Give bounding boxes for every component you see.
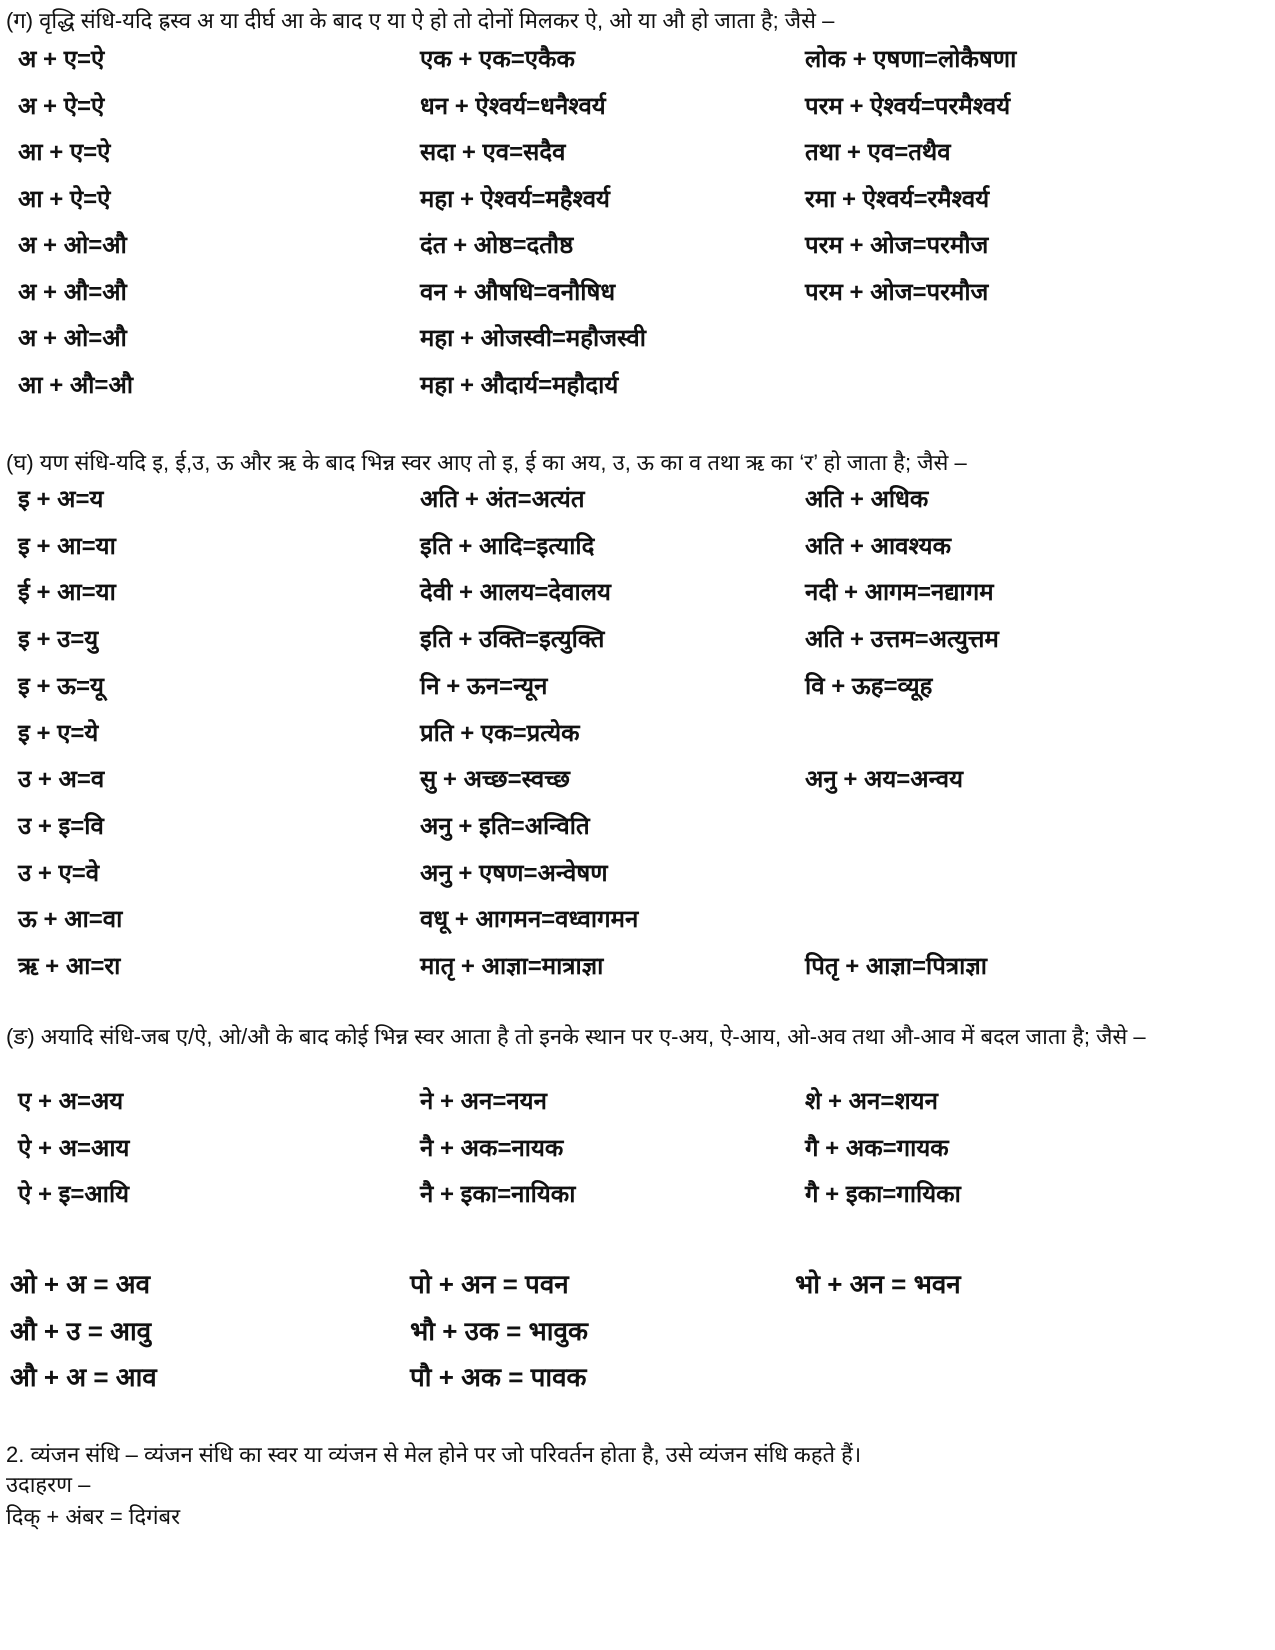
example-row: [0, 321, 1275, 361]
sandhi-example: सदा + एव=सदैव: [420, 139, 566, 166]
sandhi-example: आ + ए=ऐ: [18, 139, 111, 166]
example-row: [0, 949, 1275, 989]
sandhi-example: महा + ओजस्वी=महौजस्वी: [420, 325, 646, 352]
sandhi-example: इति + उक्ति=इत्युक्ति: [420, 626, 605, 654]
sandhi-example: अ + औ=औ: [18, 278, 127, 306]
sandhi-example: अति + अंत=अत्यंत: [420, 486, 585, 513]
sandhi-example: इति + आदि=इत्यादि: [420, 532, 595, 560]
example-row: [0, 1084, 1275, 1124]
sandhi-example: तथा + एव=तथैव: [805, 139, 951, 166]
sandhi-example: इ + आ=या: [18, 532, 116, 560]
heading-vriddhi-sandhi: (ग) वृद्धि संधि-यदि ह्रस्व अ या दीर्घ आ के बाद ए या ऐ हो तो दोनों मिलकर ऐ, ओ या औ हो जाता है; जैसे –: [6, 8, 835, 33]
sandhi-example: महा + ऐश्वर्य=महैश्वर्य: [420, 185, 610, 213]
sandhi-example: अति + आवश्यक: [805, 532, 952, 560]
sandhi-example: ऐ + इ=आयि: [18, 1181, 130, 1208]
sandhi-example: अ + ओ=औ: [18, 325, 127, 352]
sandhi-example: सु + अच्छ=स्वच्छ: [420, 766, 570, 794]
sandhi-example: इ + उ=यु: [18, 626, 99, 654]
sandhi-example: अनु + एषण=अन्वेषण: [420, 859, 608, 887]
sandhi-example: दंत + ओष्ठ=दतौष्ठ: [420, 232, 574, 259]
sandhi-example: ए + अ=अय: [18, 1088, 124, 1115]
sandhi-example: औ + अ = आव: [10, 1362, 157, 1392]
sandhi-example: एक + एक=एकैक: [420, 46, 575, 73]
example-row: [0, 1266, 1275, 1306]
sandhi-example: अ + ए=ऐ: [18, 46, 105, 73]
sandhi-example: अति + उत्तम=अत्युत्तम: [805, 626, 999, 654]
sandhi-example: पितृ + आज्ञा=पित्राज्ञा: [805, 953, 987, 980]
sandhi-example: ऋ + आ=रा: [18, 953, 121, 980]
sandhi-example: रमा + ऐश्वर्य=रमैश्वर्य: [805, 185, 990, 213]
sandhi-example: भो + अन = भवन: [795, 1269, 961, 1299]
sandhi-example: परम + ऐश्वर्य=परमैश्वर्य: [805, 92, 1011, 120]
sandhi-example: शे + अन=शयन: [805, 1088, 938, 1115]
sandhi-example: अति + अधिक: [805, 486, 929, 513]
sandhi-example: परम + ओज=परमौज: [805, 232, 989, 259]
example-row: [0, 1131, 1275, 1171]
example-row: [0, 762, 1275, 802]
sandhi-example: इ + अ=य: [18, 486, 104, 513]
sandhi-example: नै + इका=नायिका: [420, 1181, 576, 1208]
example-row: [0, 42, 1275, 82]
example-label: उदाहरण –: [6, 1472, 91, 1497]
sandhi-example: आ + औ=औ: [18, 371, 133, 399]
sandhi-example: इ + ऊ=यू: [18, 672, 104, 700]
sandhi-example: नि + ऊन=न्यून: [420, 672, 548, 700]
sandhi-example: औ + उ = आवु: [10, 1315, 152, 1346]
sandhi-example: प्रति + एक=प्रत्येक: [420, 719, 580, 747]
sandhi-example: पो + अन = पवन: [410, 1269, 569, 1299]
example-row: [0, 1359, 1275, 1399]
example-row: [0, 809, 1275, 849]
sandhi-example: इ + ए=ये: [18, 719, 99, 747]
sandhi-example: उ + इ=वि: [18, 812, 104, 840]
sandhi-example: उ + अ=व: [18, 766, 105, 794]
example-row: [0, 575, 1275, 615]
sandhi-example: लोक + एषणा=लोकैषणा: [805, 46, 1017, 73]
sandhi-example: गै + इका=गायिका: [805, 1181, 961, 1208]
sandhi-example: वधू + आगमन=वध्वागमन: [420, 906, 639, 934]
sandhi-example: नदी + आगम=नद्यागम: [805, 579, 994, 607]
example-row: [0, 182, 1275, 222]
sandhi-example: महा + औदार्य=महौदार्य: [420, 371, 619, 399]
sandhi-example: वन + औषधि=वनौषिध: [420, 278, 616, 306]
example-row: [0, 669, 1275, 709]
example-row: [0, 1177, 1275, 1217]
vyanjan-example: दिक् + अंबर = दिगंबर: [6, 1504, 181, 1529]
sandhi-example: अनु + इति=अन्विति: [420, 812, 590, 840]
sandhi-example: नै + अक=नायक: [420, 1134, 564, 1162]
sandhi-example: ऐ + अ=आय: [18, 1134, 130, 1162]
sandhi-example: धन + ऐश्वर्य=धनैश्वर्य: [420, 92, 606, 120]
example-row: [0, 1313, 1275, 1353]
example-row: [0, 529, 1275, 569]
sandhi-example: ई + आ=या: [18, 579, 116, 607]
sandhi-example: ने + अन=नयन: [420, 1088, 547, 1115]
example-row: [0, 135, 1275, 175]
example-row: [0, 622, 1275, 662]
example-row: [0, 228, 1275, 268]
example-row: [0, 368, 1275, 408]
sandhi-example: पौ + अक = पावक: [410, 1362, 587, 1392]
sandhi-example: अ + ऐ=ऐ: [18, 92, 105, 120]
sandhi-example: उ + ए=वे: [18, 859, 100, 887]
vyanjan-definition: 2. व्यंजन संधि – व्यंजन संधि का स्वर या व्यंजन से मेल होने पर जो परिवर्तन होता है, उसे व्यंजन संधि कहते हैं।: [6, 1442, 862, 1467]
example-row: [0, 482, 1275, 522]
sandhi-example: गै + अक=गायक: [805, 1134, 949, 1162]
sandhi-example: ओ + अ = अव: [10, 1269, 151, 1299]
sandhi-example: अ + ओ=औ: [18, 232, 127, 259]
sandhi-example: आ + ऐ=ऐ: [18, 185, 111, 213]
heading-yan-sandhi: (घ) यण संधि-यदि इ, ई,उ, ऊ और ऋ के बाद भिन्न स्वर आए तो इ, ई का अय, उ, ऊ का व तथा ऋ का ‘र’ हो जाता है; जैसे –: [6, 450, 967, 475]
sandhi-example: भौ + उक = भावुक: [410, 1315, 588, 1346]
example-row: [0, 716, 1275, 756]
sandhi-example: ऊ + आ=वा: [18, 906, 123, 934]
sandhi-example: परम + ओज=परमौज: [805, 278, 989, 306]
heading-ayadi-sandhi: (ङ) अयादि संधि-जब ए/ऐ, ओ/औ के बाद कोई भिन्न स्वर आता है तो इनके स्थान पर ए-अय, ऐ-आय, ओ-अव तथा औ-आव में बदल जाता है; जैसे –: [6, 1024, 1146, 1049]
example-row: [0, 902, 1275, 942]
example-row: [0, 89, 1275, 129]
sandhi-example: अनु + अय=अन्वय: [805, 766, 964, 794]
sandhi-example: देवी + आलय=देवालय: [420, 579, 611, 607]
example-row: [0, 856, 1275, 896]
example-row: [0, 275, 1275, 315]
sandhi-example: वि + ऊह=व्यूह: [805, 672, 933, 700]
sandhi-example: मातृ + आज्ञा=मात्राज्ञा: [420, 953, 604, 980]
